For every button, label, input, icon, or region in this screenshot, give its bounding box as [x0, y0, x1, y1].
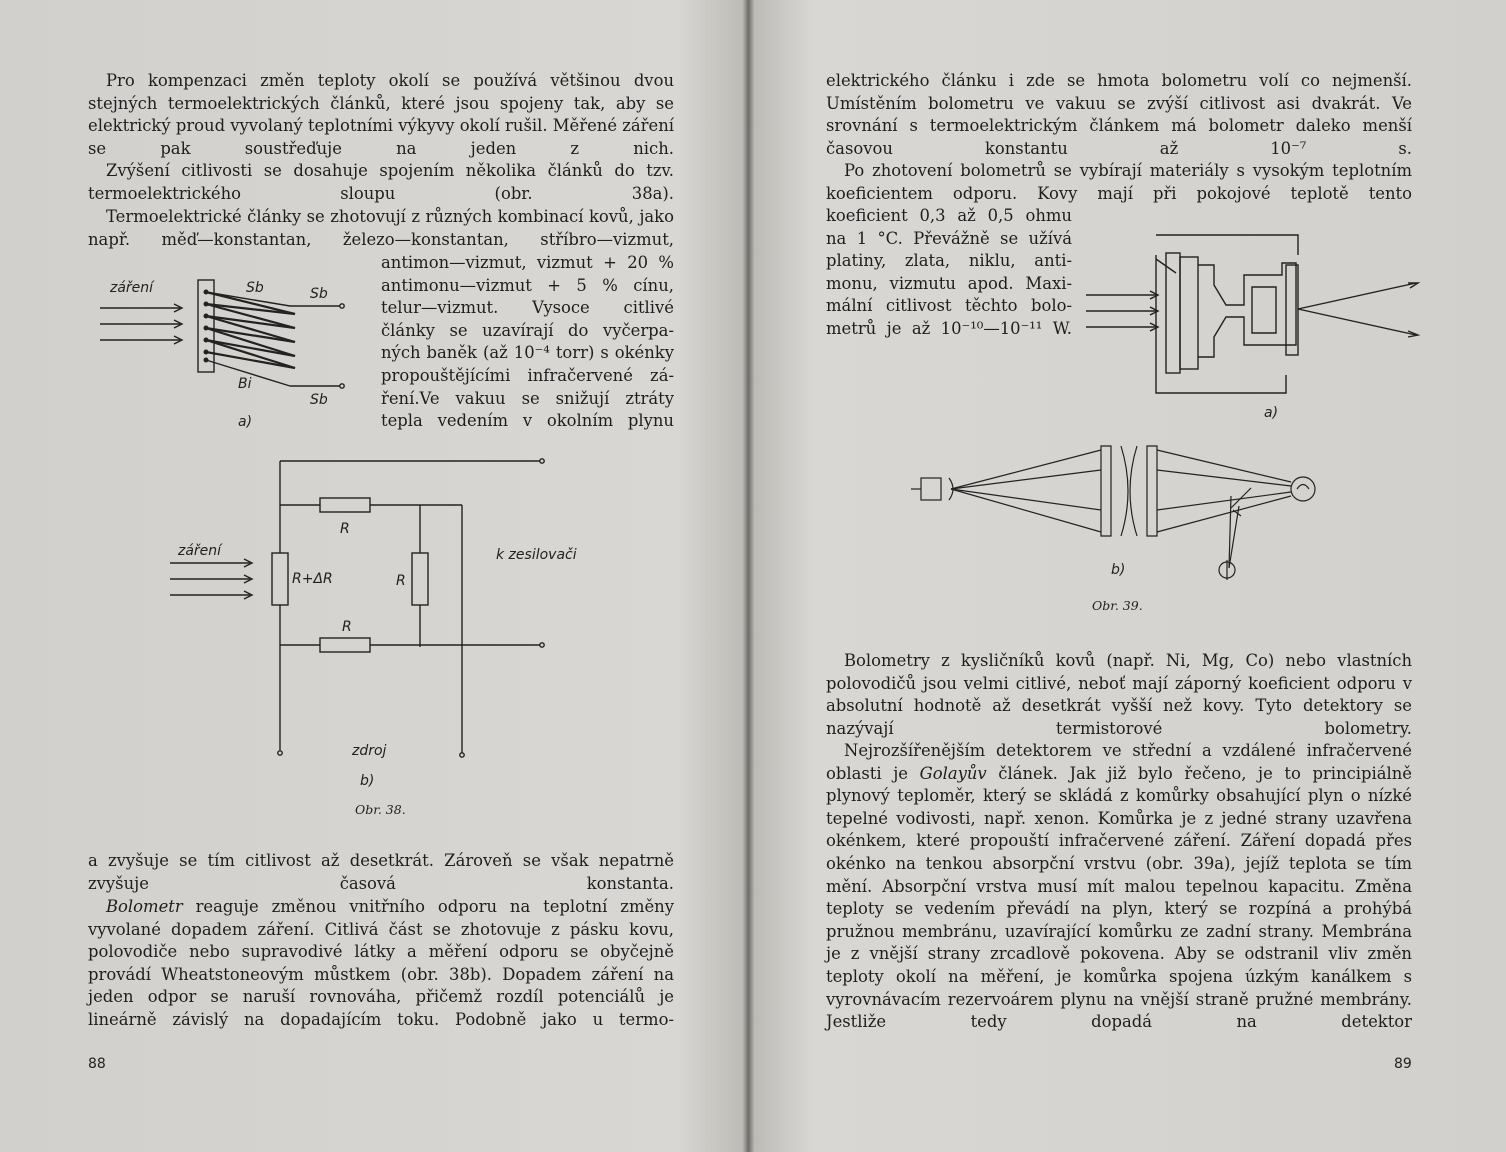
label-zareni-38a: záření	[110, 280, 154, 296]
left-para-1: Pro kompenzaci změn teploty okolí se používá většinou dvou stejných termoelektrických článků, které jsou spojeny tak, aby se elektrický proud vyvolaný teplotními výkyvy okolí rušil. Měřené záření se pak soustřeďuje na jeden z nich.	[88, 71, 674, 158]
right-para-4-start: Nejrozšířenějším detektorem ve střední a vzdálené infračervené oblasti je	[826, 741, 1412, 783]
wrap-line: monu, vizmutu apod. Maxi-	[826, 273, 1072, 293]
term-bolometr: Bolometr	[106, 897, 183, 916]
wrap-line: ření.Ve vakuu se snižují ztráty	[381, 388, 674, 408]
right-para-4-text: článek. Jak již bylo řečeno, je to principiálně plynový teploměr, který se skládá z komůrky obsahující plyn o nízké tepelné vodivosti, např. xenon. Komůrka je z jedné strany uzavřena okénkem, které propouští infračervené záření. Záření dopadá přes okénko na tenkou absorpční vrstvu (obr. 39a), jejíž teplota se tím mění. Absorpční vrstva musí mít malou tepelnou kapacitu. Změna teploty se vedením převádí na plyn, který se rozpíná a prohýbá pružnou membránu, uzavírající komůrku ze zadní strany. Membrána je z vnější strany zrcadlově pokovena. Aby se odstranil vliv změn teploty okolí na měření, je komůrka spojena úzkým kanálkem s vyrovnávacím rezervoárem plynu na vnější straně pružné membrány. Jestliže tedy dopadá na detektor	[826, 763, 1412, 1032]
label-bi: Bi	[238, 376, 252, 392]
right-para-4	[826, 740, 1412, 1034]
left-para-2: Zvýšení citlivosti se dosahuje spojením několika článků do tzv. termoelektrického sloupu (obr. 38a).	[88, 161, 674, 203]
left-para-5-text: reaguje změnou vnitřního odporu na teplotní změny vyvolané dopadem záření. Citlivá část se zhotovuje z pásku kovu, polovodiče nebo supravodivé látky a měření odporu se obyčejně provádí Wheatstoneovým můstkem (obr. 38b). Dopadem záření na jeden odpor se naruší rovnováha, přičemž rozdíl potenciálů je lineárně závislý na dopadajícím toku. Podobně jako u termo-	[88, 897, 674, 1029]
sublabel-38b: b)	[360, 773, 375, 789]
label-sb-1: Sb	[246, 280, 264, 296]
figure-38b-bridge	[170, 455, 600, 820]
label-r-top: R	[340, 521, 350, 537]
label-source: zdroj	[352, 743, 387, 759]
right-para-1: elektrického článku i zde se hmota bolometru volí co nejmenší. Umístěním bolometru ve vakuu se zvýší citlivost asi dvakrát. Ve srovnání s termoelektrickým článkem má bolometr daleko menší časovou konstantu až 10⁻⁷ s.	[826, 71, 1412, 158]
term-golay: Golayův	[919, 763, 987, 783]
label-r-mid: R	[396, 573, 406, 589]
left-para-3-intro: Termoelektrické články se zhotovují z různých kombinací kovů, jako např. měď—konstantan, železo—konstantan, stříbro—vizmut,	[88, 207, 674, 249]
left-para-3-wrap	[381, 252, 674, 433]
label-sb-2: Sb	[310, 286, 328, 302]
wrap-line: antimonu—vizmut + 5 % cínu,	[381, 275, 674, 295]
left-page	[0, 0, 750, 1152]
figure-39b-optics	[911, 440, 1331, 590]
wrap-line: metrů je až 10⁻¹⁰—10⁻¹¹ W.	[826, 318, 1072, 338]
label-zareni-38b: záření	[178, 543, 222, 559]
wrap-line: koeficient 0,3 až 0,5 ohmu	[826, 206, 1072, 225]
wrap-line: antimon—vizmut, vizmut + 20 %	[381, 253, 674, 272]
sublabel-38a: a)	[238, 414, 253, 430]
wrap-line: ných baněk (až 10⁻⁴ torr) s okénky	[381, 343, 674, 363]
wrap-line: na 1 °C. Převážně se užívá	[826, 228, 1072, 248]
figure-38a-thermopile	[90, 270, 370, 440]
right-para-3: Bolometry z kysličníků kovů (např. Ni, Mg, Co) nebo vlastních polovodičů jsou velmi citlivé, neboť mají záporný koeficient odporu v absolutní hodnotě až desetkrát vyšší než kovy. Tyto detektory se nazývají termistorové bolometry.	[826, 651, 1412, 738]
sublabel-39a: a)	[1264, 405, 1279, 421]
wrap-line: články se uzavírají do vyčerpa-	[381, 320, 674, 340]
right-para-2-wrap	[826, 205, 1072, 341]
label-r-delta: R+ΔR	[292, 571, 333, 587]
label-sb-3: Sb	[310, 392, 328, 408]
wrap-line: propouštějícími infračervené zá-	[381, 365, 674, 385]
sublabel-39b: b)	[1111, 562, 1126, 578]
figure-39a-golay-cell	[1086, 225, 1426, 435]
label-r-bottom: R	[342, 619, 352, 635]
left-para-4: a zvyšuje se tím citlivost až desetkrát. Zároveň se však nepatrně zvyšuje časová konstanta.	[88, 851, 674, 893]
caption-fig-39: Obr. 39.	[1092, 598, 1143, 613]
wrap-line: telur—vizmut. Vysoce citlivé	[381, 298, 674, 318]
right-page	[756, 0, 1506, 1152]
right-para-2-intro: Po zhotovení bolometrů se vybírají materiály s vysokým teplotním koeficientem odporu. Kovy mají při pokojové teplotě tento	[826, 161, 1412, 203]
wrap-line: platiny, zlata, niklu, anti-	[826, 251, 1072, 271]
left-para-5	[88, 896, 674, 1032]
page-number-left: 88	[88, 1056, 106, 1072]
caption-fig-38: Obr. 38.	[355, 802, 406, 817]
wrap-line: mální citlivost těchto bolo-	[826, 296, 1072, 316]
wrap-line: tepla vedením v okolním plynu	[381, 411, 674, 431]
label-amplifier: k zesilovači	[496, 547, 577, 563]
page-number-right: 89	[1394, 1056, 1412, 1072]
